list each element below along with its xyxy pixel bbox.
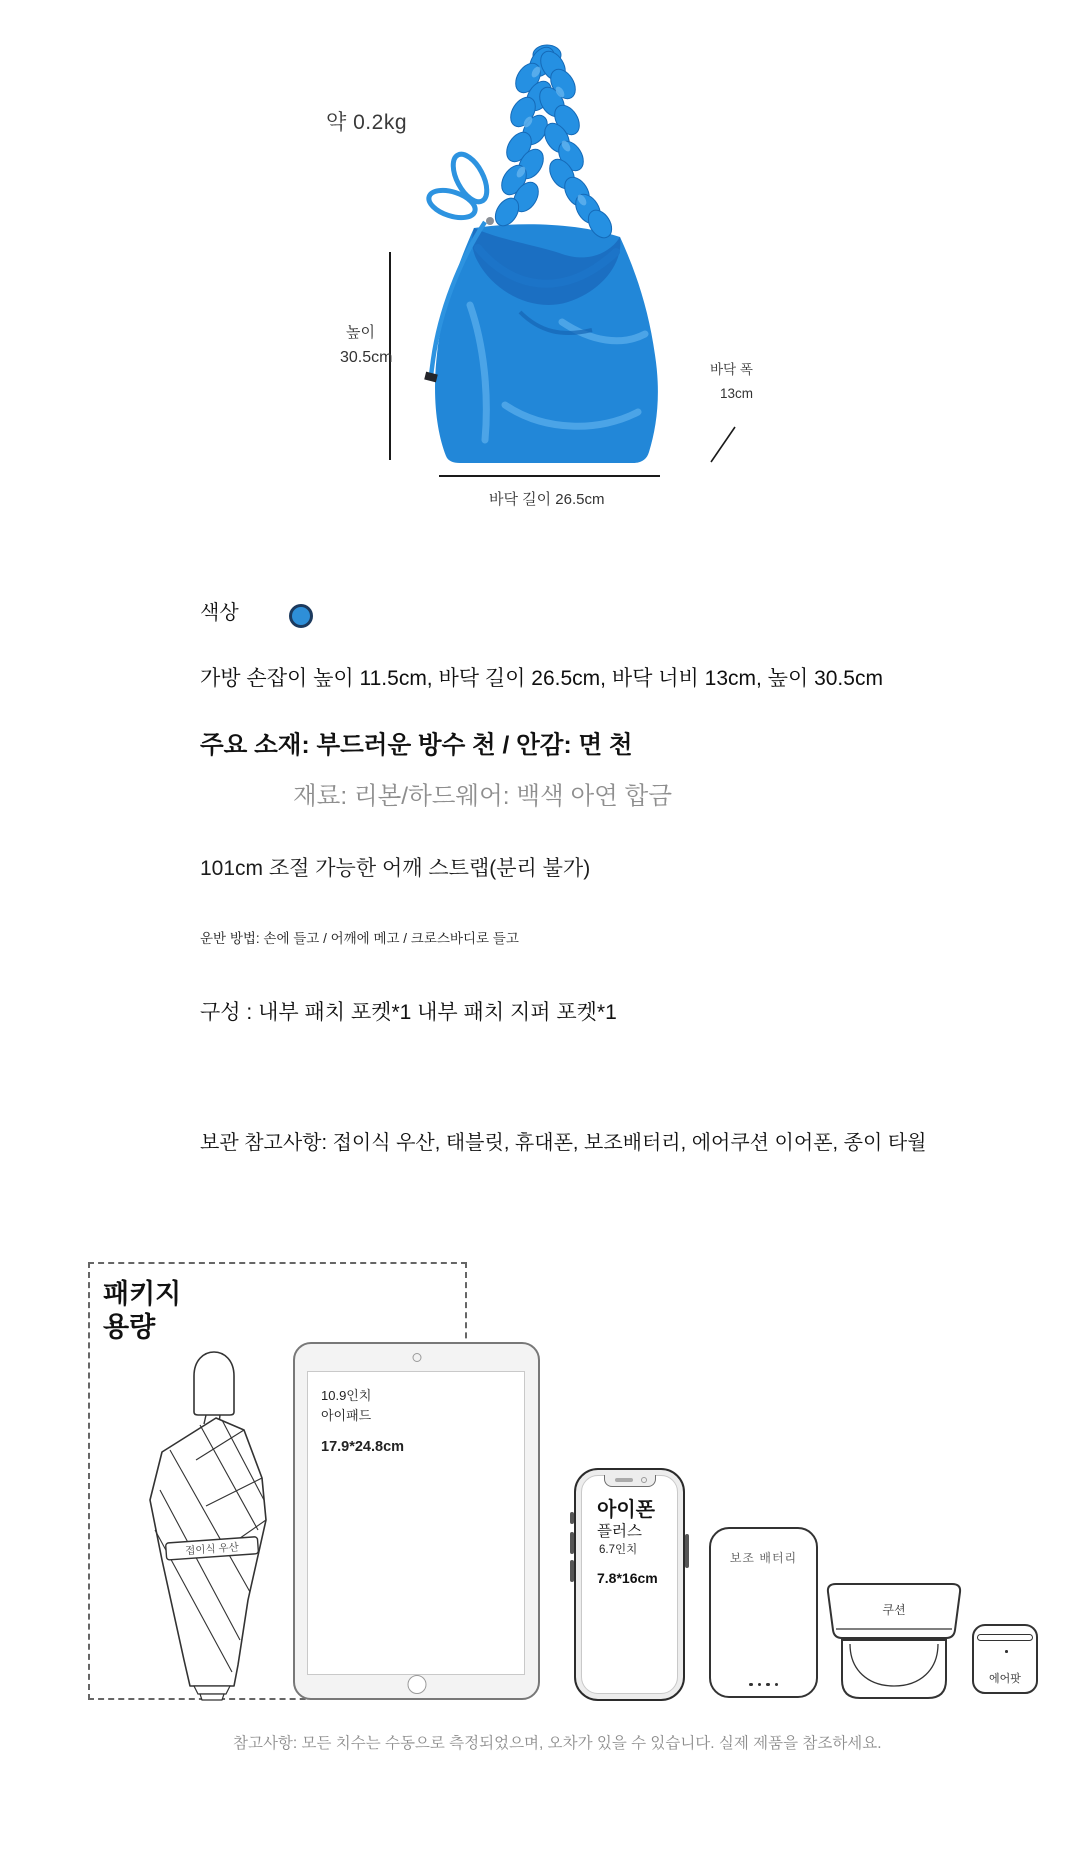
iphone-power-button — [685, 1534, 689, 1568]
bag-eyelet — [486, 217, 494, 225]
iphone-illustration — [574, 1468, 685, 1701]
dimensions-text: 가방 손잡이 높이 11.5cm, 바닥 길이 26.5cm, 바닥 너비 13cm, 높이 30.5cm — [200, 667, 883, 690]
folding-umbrella-illustration — [140, 1338, 280, 1702]
disclaimer-note: 참고사항: 모든 치수는 수동으로 측정되었으며, 오차가 있을 수 있습니다. 실제 제품을 참조하세요. — [233, 1735, 882, 1752]
carry-method-text: 운반 방법: 손에 들고 / 어깨에 메고 / 크로스바디로 들고 — [200, 931, 519, 946]
material-main-text: 주요 소재: 부드러운 방수 천 / 안감: 면 천 — [200, 732, 633, 759]
iphone-screen — [581, 1475, 678, 1694]
color-section-label: 색상 — [200, 602, 239, 624]
bottom-width-label: 바닥 폭 — [710, 362, 753, 377]
iphone-label-line1: 아이폰 — [597, 1499, 655, 1521]
bottom-length-label: 바닥 길이 26.5cm — [489, 491, 605, 508]
material-sub-text: 재료: 리본/하드웨어: 백색 아연 합금 — [293, 783, 672, 810]
iphone-label-line3: 6.7인치 — [599, 1544, 638, 1556]
iphone-speaker-icon — [615, 1478, 633, 1482]
airpods-illustration — [972, 1624, 1038, 1694]
ipad-camera-icon — [412, 1353, 421, 1362]
iphone-label-line2: 플러스 — [597, 1523, 642, 1540]
cushion-label: 쿠션 — [882, 1603, 906, 1617]
storage-note-text: 보관 참고사항: 접이식 우산, 태블릿, 휴대폰, 보조배터리, 에어쿠션 이어폰, 종이 타월 — [200, 1132, 927, 1154]
iphone-size-label: 7.8*16cm — [597, 1570, 658, 1586]
power-bank-label: 보조 배터리 — [729, 1551, 798, 1565]
iphone-volume-down-button — [570, 1560, 574, 1582]
weight-label: 약 0.2kg — [326, 111, 407, 134]
ipad-home-button-icon — [407, 1675, 426, 1694]
power-bank-indicator-dots — [711, 1683, 816, 1687]
height-label: 높이 — [346, 324, 375, 341]
composition-text: 구성 : 내부 패치 포켓*1 내부 패치 지퍼 포켓*1 — [200, 1001, 617, 1024]
airpods-lid-seam — [977, 1634, 1033, 1641]
ipad-label-line1: 10.9인치 — [321, 1388, 372, 1403]
ipad-screen — [307, 1371, 525, 1675]
bottom-width-slash — [711, 427, 735, 462]
ipad-label-line2: 아이패드 — [321, 1408, 372, 1423]
umbrella-band-label: 접이식 우산 — [184, 1541, 240, 1558]
airpods-label: 에어팟 — [989, 1673, 1021, 1685]
iphone-mute-switch — [570, 1512, 574, 1524]
color-swatch-blue — [289, 604, 313, 628]
power-bank-illustration — [709, 1527, 818, 1698]
umbrella-handle — [194, 1352, 234, 1415]
bag-photo-illustration — [0, 0, 1076, 540]
iphone-notch — [604, 1475, 656, 1487]
cushion-illustration — [818, 1576, 970, 1702]
package-title-line2: 용량 — [103, 1312, 156, 1342]
bottom-width-value: 13cm — [720, 386, 754, 401]
strap-text: 101cm 조절 가능한 어깨 스트랩(분리 불가) — [200, 857, 591, 880]
iphone-volume-up-button — [570, 1532, 574, 1554]
airpods-indicator-dot — [1005, 1650, 1008, 1653]
ipad-illustration — [293, 1342, 540, 1700]
height-value: 30.5cm — [340, 349, 393, 366]
iphone-camera-icon — [641, 1477, 647, 1483]
bag-scrunch-handle — [491, 43, 617, 242]
ipad-size-label: 17.9*24.8cm — [321, 1439, 405, 1455]
package-title-line1: 패키지 — [103, 1279, 182, 1309]
